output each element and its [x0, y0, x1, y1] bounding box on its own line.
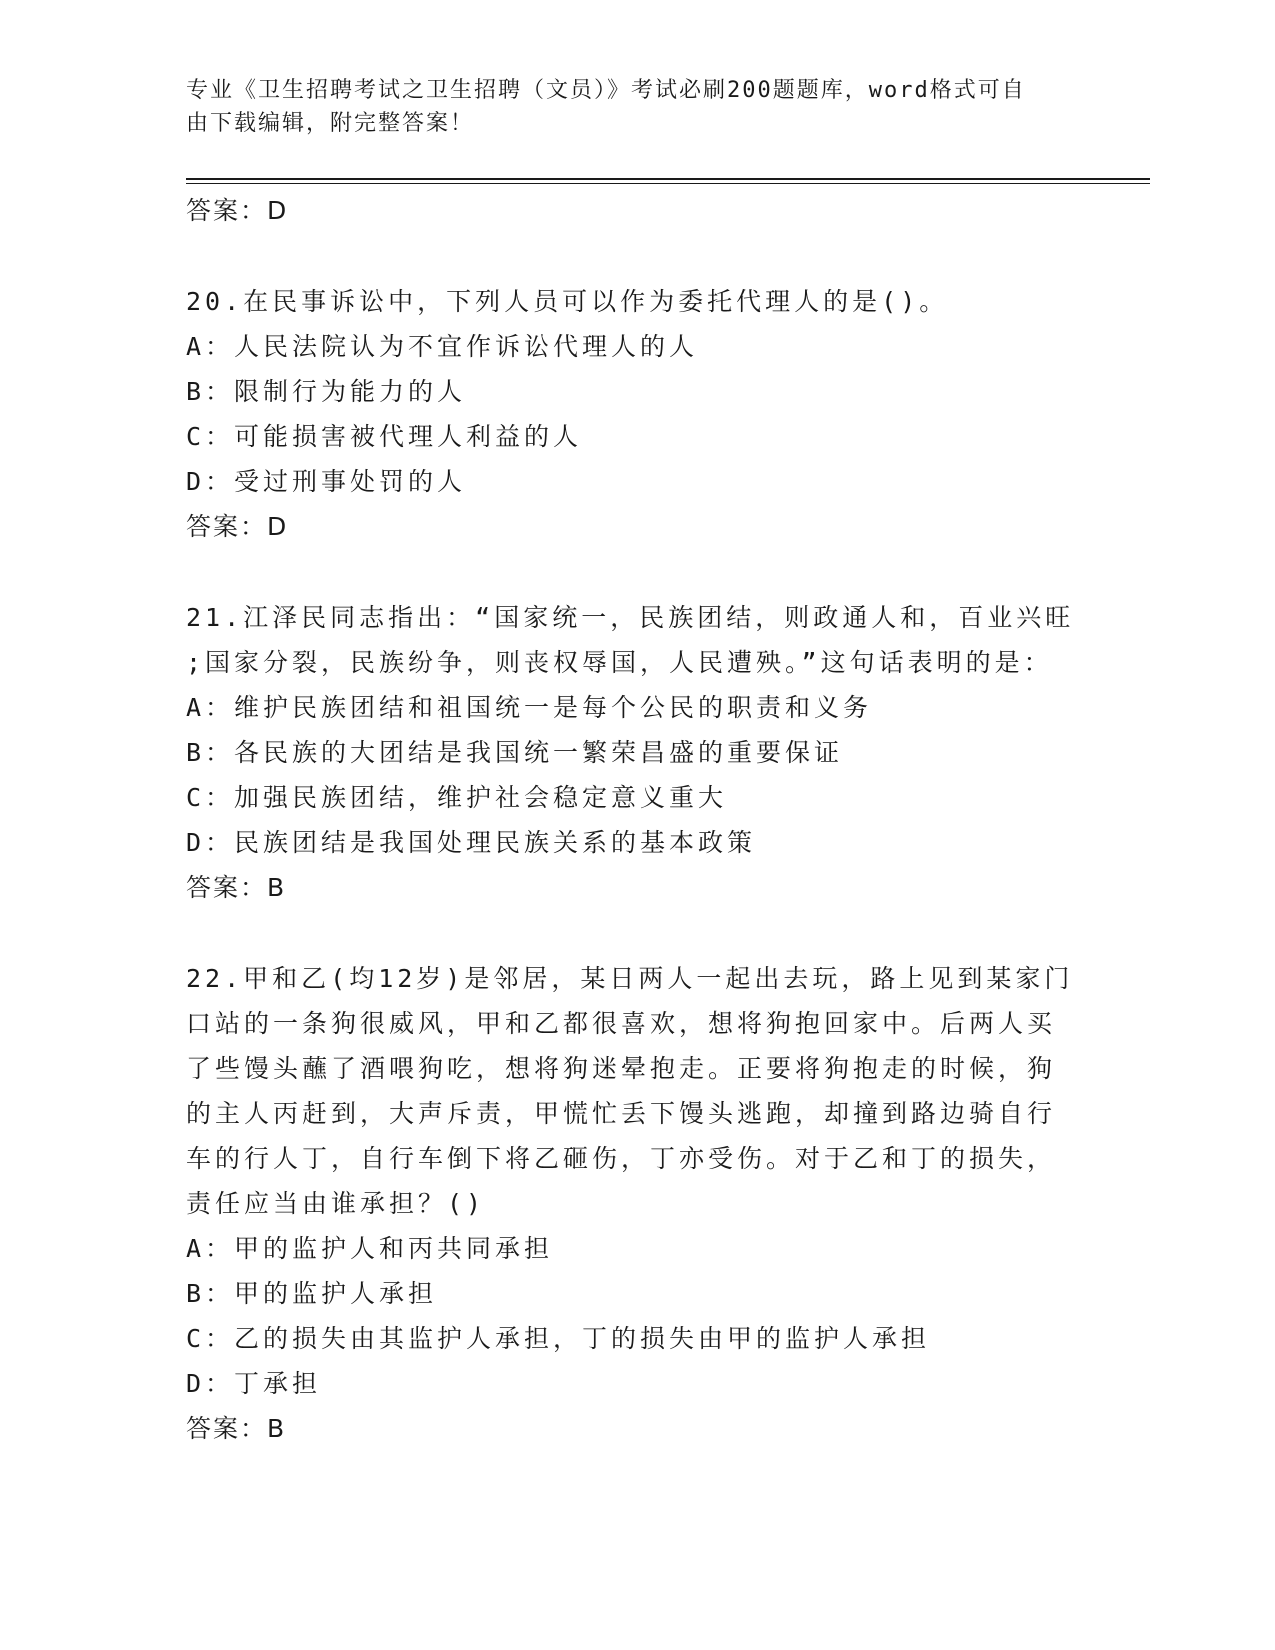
option-d: D：受过刑事处罚的人	[186, 467, 467, 496]
option-a: A：人民法院认为不宜作诉讼代理人的人	[186, 332, 699, 361]
header-line-1: 专业《卫生招聘考试之卫生招聘（文员）》考试必刷200题题库，word格式可自	[186, 78, 1026, 103]
spacer	[186, 549, 1086, 595]
question-stem-line: 22.甲和乙(均12岁)是邻居，某日两人一起出去玩，路上见到某家门	[186, 964, 1074, 993]
question-stem-line: 责任应当由谁承担？()	[186, 1189, 486, 1218]
option-b: B：各民族的大团结是我国统一繁荣昌盛的重要保证	[186, 738, 844, 767]
option-b: B：限制行为能力的人	[186, 377, 467, 406]
option-c: C：可能损害被代理人利益的人	[186, 422, 583, 451]
option-c: C：乙的损失由其监护人承担，丁的损失由甲的监护人承担	[186, 1324, 931, 1353]
question-stem-line: 21.江泽民同志指出：“国家统一，民族团结，则政通人和，百业兴旺	[186, 603, 1075, 632]
answer-line: 答案：B	[186, 1414, 287, 1443]
question-stem-line: ;国家分裂，民族纷争，则丧权辱国，人民遭殃。”这句话表明的是：	[186, 648, 1053, 677]
option-a: A：维护民族团结和祖国统一是每个公民的职责和义务	[186, 693, 873, 722]
question-stem-line: 口站的一条狗很威风，甲和乙都很喜欢，想将狗抱回家中。后两人买	[186, 1009, 1057, 1038]
answer-line: 答案：D	[186, 512, 289, 541]
document-header	[186, 74, 1066, 140]
option-a: A：甲的监护人和丙共同承担	[186, 1234, 554, 1263]
header-rule-thick	[186, 178, 1150, 180]
question-stem-line: 20.在民事诉讼中，下列人员可以作为委托代理人的是()。	[186, 287, 949, 316]
option-d: D：丁承担	[186, 1369, 322, 1398]
header-line-2: 由下载编辑，附完整答案！	[186, 111, 475, 136]
option-b: B：甲的监护人承担	[186, 1279, 438, 1308]
question-stem-line: 了些馒头蘸了酒喂狗吃，想将狗迷晕抱走。正要将狗抱走的时候，狗	[186, 1054, 1057, 1083]
question-22	[186, 956, 1086, 1451]
question-21	[186, 595, 1086, 910]
question-stem-line: 的主人丙赶到，大声斥责，甲慌忙丢下馒头逃跑，却撞到路边骑自行	[186, 1099, 1057, 1128]
spacer	[186, 910, 1086, 956]
option-d: D：民族团结是我国处理民族关系的基本政策	[186, 828, 757, 857]
option-c: C：加强民族团结，维护社会稳定意义重大	[186, 783, 728, 812]
spacer	[186, 233, 1086, 279]
question-stem-line: 车的行人丁，自行车倒下将乙砸伤，丁亦受伤。对于乙和丁的损失，	[186, 1144, 1057, 1173]
question-list	[186, 188, 1086, 1451]
answer-line: 答案：B	[186, 873, 287, 902]
question-20	[186, 279, 1086, 549]
header-rule-thin	[186, 183, 1150, 184]
previous-answer: 答案：D	[186, 196, 289, 225]
